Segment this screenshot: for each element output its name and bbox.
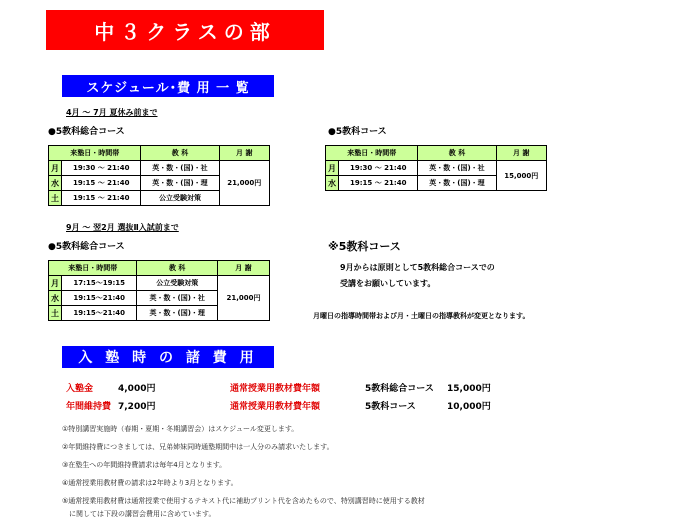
- fee-cell: 21,000円: [217, 276, 269, 321]
- note-item: ④通常授業用教材費の請求は2年時より3月となります。: [62, 479, 238, 487]
- table-header: 来塾日・時間帯: [49, 146, 141, 161]
- note-item: ①特別講習実施時（春期・夏期・冬期講習会）はスケジュール変更します。: [62, 425, 299, 433]
- subject-cell: 英・数・(国)・理: [141, 176, 219, 191]
- table-header: 来塾日・時間帯: [49, 261, 137, 276]
- table-row: [326, 161, 547, 176]
- table-header: 月 謝: [217, 261, 269, 276]
- day-cell: 水: [49, 291, 62, 306]
- time-cell: 19:30 〜 21:40: [339, 161, 418, 176]
- table-row: [49, 276, 270, 291]
- course-note-text: 9月からは原則として5教科総合コースでの: [340, 263, 495, 272]
- course-label: ●5教科総合コース: [48, 242, 125, 252]
- subject-cell: 英・数・(国)・理: [418, 176, 496, 191]
- subject-cell: 英・数・(国)・理: [137, 306, 218, 321]
- table-header: 教 科: [418, 146, 496, 161]
- enroll-fee-value: 4,000円: [118, 384, 156, 394]
- subject-cell: 英・数・(国)・社: [137, 291, 218, 306]
- material-fee-value: 10,000円: [447, 402, 491, 412]
- time-cell: 19:15〜21:40: [62, 306, 137, 321]
- subject-cell: 公立受験対策: [137, 276, 218, 291]
- day-cell: 土: [49, 306, 62, 321]
- table-header: 月 謝: [219, 146, 269, 161]
- enroll-fee-label: 入塾金: [66, 384, 94, 394]
- schedule-table: [325, 145, 547, 191]
- course-note-text: 受講をお願いしています。: [340, 279, 436, 288]
- time-cell: 19:15〜21:40: [62, 291, 137, 306]
- material-fee-label: 通常授業用教材費年額: [230, 384, 321, 394]
- material-fee-course: 5教科総合コース: [365, 384, 434, 394]
- day-cell: 月: [49, 276, 62, 291]
- note-item: ③在塾生への年間維持費請求は毎年4月となります。: [62, 461, 227, 469]
- annual-fee-label: 年間維持費: [66, 402, 112, 412]
- table-header: 教 科: [141, 146, 219, 161]
- table-header: 教 科: [137, 261, 218, 276]
- time-cell: 17:15〜19:15: [62, 276, 137, 291]
- subject-cell: 英・数・(国)・社: [418, 161, 496, 176]
- schedule-heading: スケジュール･費 用 一 覧: [62, 75, 274, 97]
- subject-cell: 公立受験対策: [141, 191, 219, 206]
- course-note-title: ※5教科コース: [328, 240, 401, 253]
- material-fee-value: 15,000円: [447, 384, 491, 394]
- time-cell: 19:15 〜 21:40: [62, 191, 141, 206]
- table-header: 来塾日・時間帯: [326, 146, 418, 161]
- time-cell: 19:15 〜 21:40: [62, 176, 141, 191]
- note-item: ⑤通常授業用教材費は通常授業で使用するテキスト代に補助プリント代を含めたもので、特別講習時に使用する教材: [62, 497, 425, 505]
- fees-heading: 入 塾 時 の 諸 費 用: [62, 346, 274, 368]
- day-cell: 水: [49, 176, 62, 191]
- day-cell: 水: [326, 176, 339, 191]
- day-cell: 土: [49, 191, 62, 206]
- time-cell: 19:15 〜 21:40: [339, 176, 418, 191]
- course-label: ●5教科コース: [328, 127, 387, 137]
- time-cell: 19:30 〜 21:40: [62, 161, 141, 176]
- monday-note: 月曜日の指導時間帯および月・土曜日の指導教科が変更となります。: [313, 312, 530, 320]
- day-cell: 月: [49, 161, 62, 176]
- page-title: 中３クラスの部: [46, 10, 324, 50]
- fee-cell: 15,000円: [496, 161, 546, 191]
- note-item: ②年間維持費につきましては、兄弟姉妹同時通塾期間中は一人分のみ請求いたします。: [62, 443, 334, 451]
- schedule-table: [48, 145, 270, 206]
- subject-cell: 英・数・(国)・社: [141, 161, 219, 176]
- note-item: に関しては下段の講習会費用に含めています。: [62, 510, 216, 518]
- schedule-table: [48, 260, 270, 321]
- annual-fee-value: 7,200円: [118, 402, 156, 412]
- course-label: ●5教科総合コース: [48, 127, 125, 137]
- material-fee-label: 通常授業用教材費年額: [230, 402, 321, 412]
- period-label: 4月 〜 7月 夏休み前まで: [66, 108, 158, 117]
- period-label: 9月 〜 翌2月 選抜Ⅱ入試前まで: [66, 223, 179, 232]
- table-row: [49, 161, 270, 176]
- day-cell: 月: [326, 161, 339, 176]
- table-header: 月 謝: [496, 146, 546, 161]
- material-fee-course: 5教科コース: [365, 402, 416, 412]
- fee-cell: 21,000円: [219, 161, 269, 206]
